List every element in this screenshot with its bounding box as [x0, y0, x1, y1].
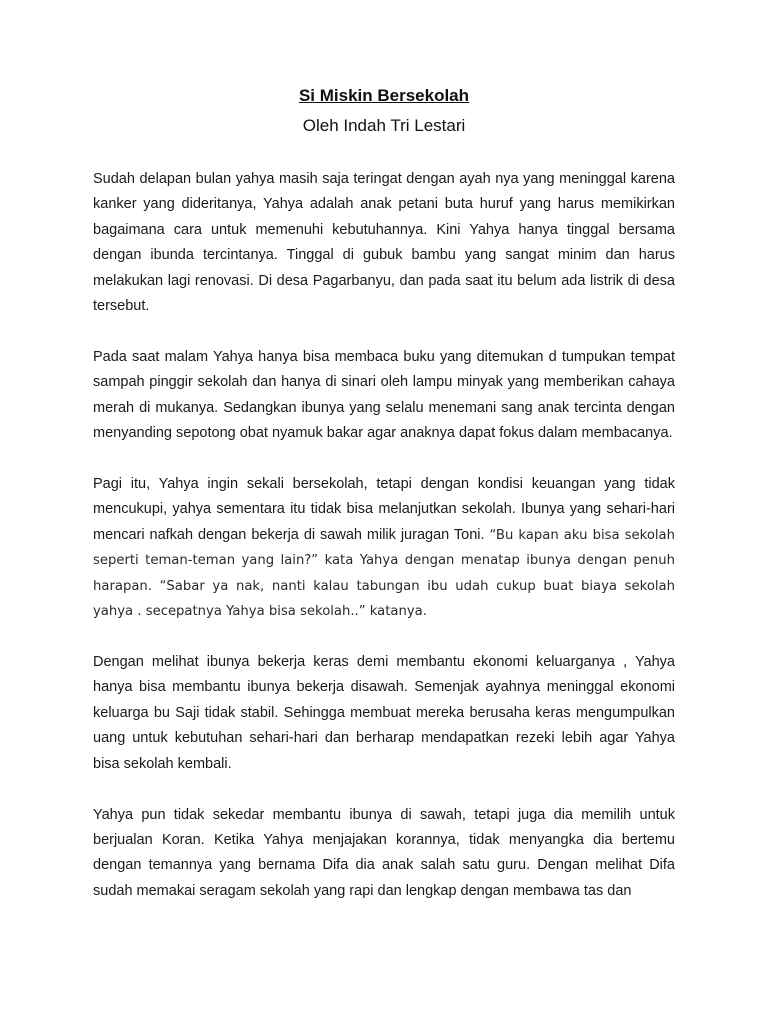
paragraph-1 — [93, 167, 675, 319]
paragraph-text: Pada saat malam Yahya hanya bisa membaca buku yang ditemukan d tumpukan tempat sampah pinggir sekolah dan hanya di sinari oleh lampu minyak yang memberikan cahaya merah di mukanya. Sedangkan ibunya yang selalu menemani sang anak tercinta dengan menyanding sepotong obat nyamuk bakar agar anaknya dapat fokus dalam membacanya. — [93, 348, 675, 442]
paragraph-text: Sudah delapan bulan yahya masih saja teringat dengan ayah nya yang meninggal karena kanker yang dideritanya, Yahya adalah anak petani buta huruf yang harus memikirkan bagaimana cara untuk memenuhi kebutuhannya. Kini Yahya hanya tinggal bersama dengan ibunda tercintanya. Tinggal di gubuk bambu yang sangat minim dan harus melakukan lagi renovasi. Di desa Pagarbanyu, dan pada saat itu belum ada listrik di desa tersebut. — [93, 171, 675, 315]
document-author: Oleh Indah Tri Lestari — [302, 116, 466, 135]
paragraph-dialogue-text: “Bu kapan aku bisa sekolah seperti teman-teman yang lain?” kata Yahya dengan menatap ibunya dengan penuh harapan. “Sabar ya nak, nanti kalau tabungan ibu udah cukup buat biaya sekolah yahya . secepatnya Yahya bisa sekolah..” katanya. — [93, 527, 675, 620]
paragraph-4 — [93, 650, 675, 777]
document-title: Si Miskin Bersekolah — [298, 86, 470, 105]
document-body — [93, 167, 675, 930]
paragraph-text: Dengan melihat ibunya bekerja keras demi membantu ekonomi keluarganya , Yahya hanya bisa membantu ibunya bekerja disawah. Semenjak ayahnya meninggal ekonomi keluarga bu Saji tidak stabil. Sehingga membuat mereka berusaha keras mengumpulkan uang untuk kebutuhan sehari-hari dan berharap mendapatkan rezeki lebih agar Yahya bisa sekolah kembali. — [93, 654, 675, 772]
paragraph-5 — [93, 803, 675, 905]
paragraph-2 — [93, 345, 675, 447]
paragraph-text: Pagi itu, Yahya ingin sekali bersekolah, tetapi dengan kondisi keuangan yang tidak mencukupi, yahya sementara itu tidak bisa melanjutkan sekolah. Ibunya yang sehari-hari mencari nafkah dengan bekerja di sawah milik juragan Toni. — [93, 476, 675, 543]
paragraph-3 — [93, 472, 675, 624]
paragraph-text: Yahya pun tidak sekedar membantu ibunya di sawah, tetapi juga dia memilih untuk berjualan Koran. Ketika Yahya menjajakan korannya, tidak menyangka dia bertemu dengan temannya yang bernama Difa dia anak salah satu guru. Dengan melihat Difa sudah memakai seragam sekolah yang rapi dan lengkap dengan membawa tas dan — [93, 806, 675, 899]
